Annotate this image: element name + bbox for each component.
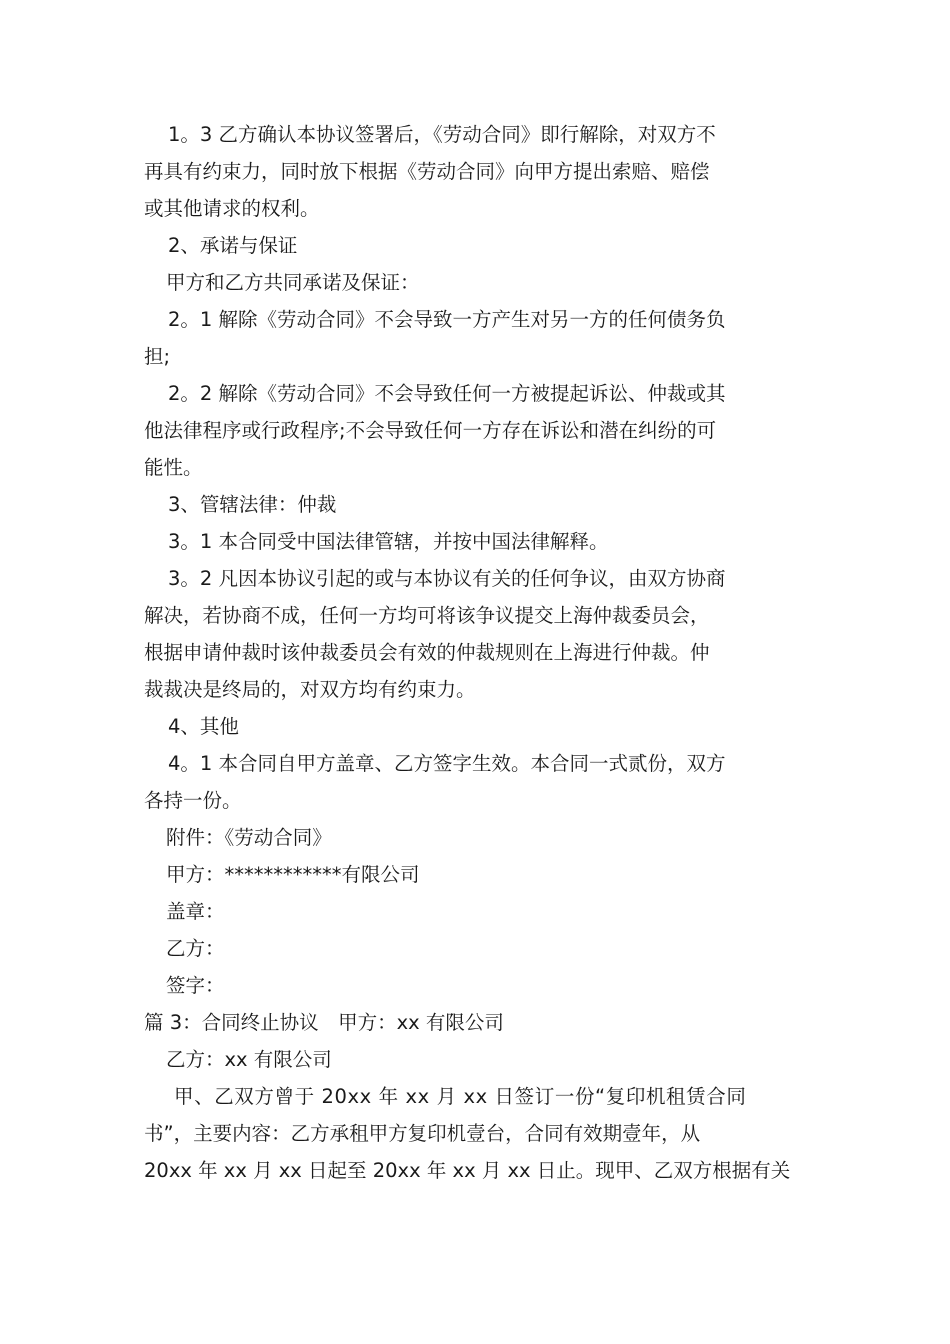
text-line: 乙方：	[166, 937, 225, 960]
paragraph-commitments-intro	[144, 264, 806, 301]
text-line: 3。2 凡因本协议引起的或与本协议有关的任何争议，由双方协商	[168, 567, 726, 590]
paragraph-3-2	[144, 560, 806, 708]
text-line: 甲、乙双方曾于 20xx 年 xx 月 xx 日签订一份“复印机租赁合同	[174, 1085, 747, 1108]
text-line: 各持一份。	[144, 789, 242, 812]
document-body	[144, 116, 806, 1189]
text-line: 再具有约束力，同时放下根据《劳动合同》向甲方提出索赔、赔偿	[144, 160, 710, 183]
text-line: 他法律程序或行政程序;不会导致任何一方存在诉讼和潜在纠纷的可	[144, 419, 717, 442]
heading-governing-law	[144, 486, 806, 523]
paragraph-1-3	[144, 116, 806, 227]
text-line: 担;	[144, 345, 171, 368]
text-line: 甲方：************有限公司	[166, 863, 420, 886]
paragraph-2-1	[144, 301, 806, 375]
text-line: 2。1 解除《劳动合同》不会导致一方产生对另一方的任何债务负	[168, 308, 726, 331]
text-line: 20xx 年 xx 月 xx 日起至 20xx 年 xx 月 xx 日止。现甲、乙双方根据有关	[144, 1159, 791, 1182]
seal-line	[144, 893, 806, 930]
text-line: 附件：《劳动合同》	[166, 826, 332, 849]
paragraph-2-2	[144, 375, 806, 486]
text-line: 解决，若协商不成，任何一方均可将该争议提交上海仲裁委员会，	[144, 604, 710, 627]
text-line: 裁裁决是终局的，对双方均有约束力。	[144, 678, 476, 701]
text-line: 能性。	[144, 456, 203, 479]
section-3-heading	[144, 1004, 806, 1041]
heading-commitments	[144, 227, 806, 264]
text-line: 3。1 本合同受中国法律管辖，并按中国法律解释。	[168, 530, 609, 553]
text-line: 乙方：xx 有限公司	[166, 1048, 332, 1071]
party-b-line	[144, 930, 806, 967]
text-line: 4。1 本合同自甲方盖章、乙方签字生效。本合同一式贰份，双方	[168, 752, 726, 775]
text-line: 2、承诺与保证	[168, 234, 298, 257]
attachment-line	[144, 819, 806, 856]
heading-other	[144, 708, 806, 745]
text-line: 2。2 解除《劳动合同》不会导致任何一方被提起诉讼、仲裁或其	[168, 382, 726, 405]
text-line: 4、其他	[168, 715, 239, 738]
section-3-body	[144, 1078, 806, 1189]
text-line: 盖章：	[166, 900, 225, 923]
text-line: 签字：	[166, 974, 225, 997]
section-3-party-b	[144, 1041, 806, 1078]
text-line: 根据申请仲裁时该仲裁委员会有效的仲裁规则在上海进行仲裁。仲	[144, 641, 710, 664]
text-line: 或其他请求的权利。	[144, 197, 320, 220]
text-line: 书”，主要内容：乙方承租甲方复印机壹台，合同有效期壹年，从	[144, 1122, 701, 1145]
paragraph-4-1	[144, 745, 806, 819]
party-a-line	[144, 856, 806, 893]
text-line: 篇 3：合同终止协议 甲方：xx 有限公司	[144, 1011, 504, 1034]
text-line: 1。3 乙方确认本协议签署后，《劳动合同》即行解除，对双方不	[168, 123, 716, 146]
text-line: 甲方和乙方共同承诺及保证：	[166, 271, 420, 294]
signature-line	[144, 967, 806, 1004]
paragraph-3-1	[144, 523, 806, 560]
text-line: 3、管辖法律：仲裁	[168, 493, 337, 516]
